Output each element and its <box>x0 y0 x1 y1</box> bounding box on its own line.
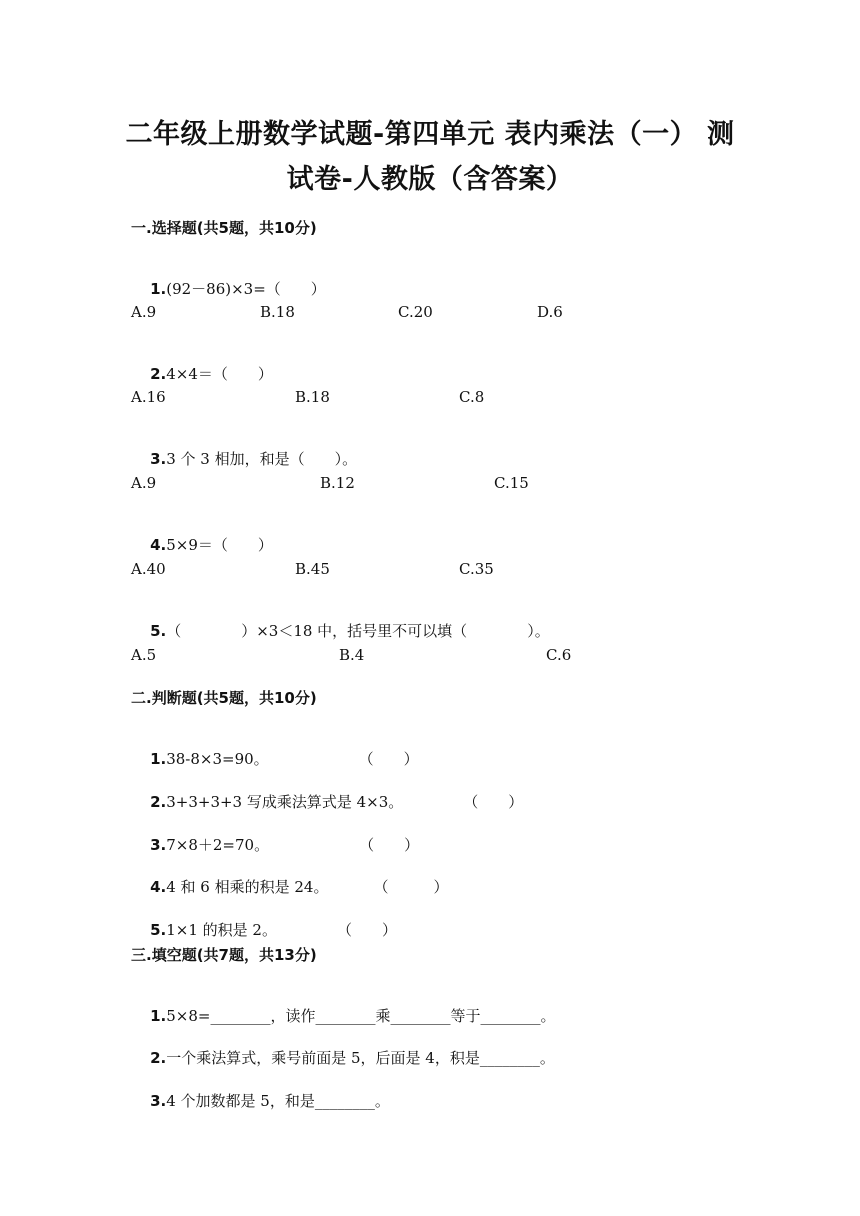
option-a: A.9 <box>131 303 157 321</box>
question-text: 3 个 3 相加，和是（ ）。 <box>166 450 358 468</box>
section-heading-judgment: 二.判断题(共5题，共10分) <box>131 689 317 707</box>
question-number: 2. <box>150 365 167 383</box>
question-3-3 <box>131 1072 390 1129</box>
question-text: 7×8＋2=70。 （ ） <box>166 836 420 854</box>
question-text: 3+3+3+3 写成乘法算式是 4×3。 （ ） <box>166 793 524 811</box>
option-d: D.6 <box>537 303 563 321</box>
option-b: B.12 <box>320 474 355 492</box>
question-number: 4. <box>150 536 167 554</box>
option-b: B.4 <box>339 646 365 664</box>
question-number: 3. <box>150 450 167 468</box>
option-b: B.18 <box>260 303 295 321</box>
question-number: 4. <box>150 878 167 896</box>
question-text: 4 和 6 相乘的积是 24。 （ ） <box>166 878 449 896</box>
section-heading-fill-in: 三.填空题(共7题，共13分) <box>131 946 317 964</box>
question-text: 一个乘法算式，乘号前面是 5，后面是 4，积是________。 <box>166 1049 555 1067</box>
option-a: A.16 <box>131 388 166 406</box>
option-b: B.45 <box>295 560 330 578</box>
option-c: C.6 <box>546 646 572 664</box>
page-title-line-1: 二年级上册数学试题-第四单元 表内乘法（一） 测 <box>125 119 735 150</box>
question-text: 5×8=________，读作________乘________等于________。 <box>166 1007 556 1025</box>
section-heading-choice: 一.选择题(共5题，共10分) <box>131 219 317 237</box>
page-title-line-2: 试卷-人教版（含答案） <box>286 164 574 195</box>
option-a: A.9 <box>131 474 157 492</box>
question-number: 2. <box>150 1049 167 1067</box>
question-number: 1. <box>150 280 167 298</box>
option-a: A.5 <box>131 646 157 664</box>
option-c: C.35 <box>459 560 494 578</box>
question-text: （ ）×3＜18 中，括号里不可以填（ ）。 <box>166 622 550 640</box>
option-c: C.15 <box>494 474 529 492</box>
question-number: 1. <box>150 750 167 768</box>
question-number: 2. <box>150 793 167 811</box>
question-number: 5. <box>150 622 167 640</box>
question-text: (92－86)×3=（ ） <box>166 280 326 298</box>
option-c: C.8 <box>459 388 485 406</box>
question-number: 3. <box>150 836 167 854</box>
question-text: 4×4＝（ ） <box>166 365 273 383</box>
question-number: 5. <box>150 921 167 939</box>
question-number: 3. <box>150 1092 167 1110</box>
question-1-1 <box>131 260 326 317</box>
question-text: 4 个加数都是 5，和是________。 <box>166 1092 390 1110</box>
question-text: 5×9＝（ ） <box>166 536 273 554</box>
question-text: 1×1 的积是 2。 （ ） <box>166 921 397 939</box>
question-number: 1. <box>150 1007 167 1025</box>
option-a: A.40 <box>131 560 166 578</box>
option-b: B.18 <box>295 388 330 406</box>
question-text: 38-8×3=90。 （ ） <box>166 750 419 768</box>
option-c: C.20 <box>398 303 433 321</box>
